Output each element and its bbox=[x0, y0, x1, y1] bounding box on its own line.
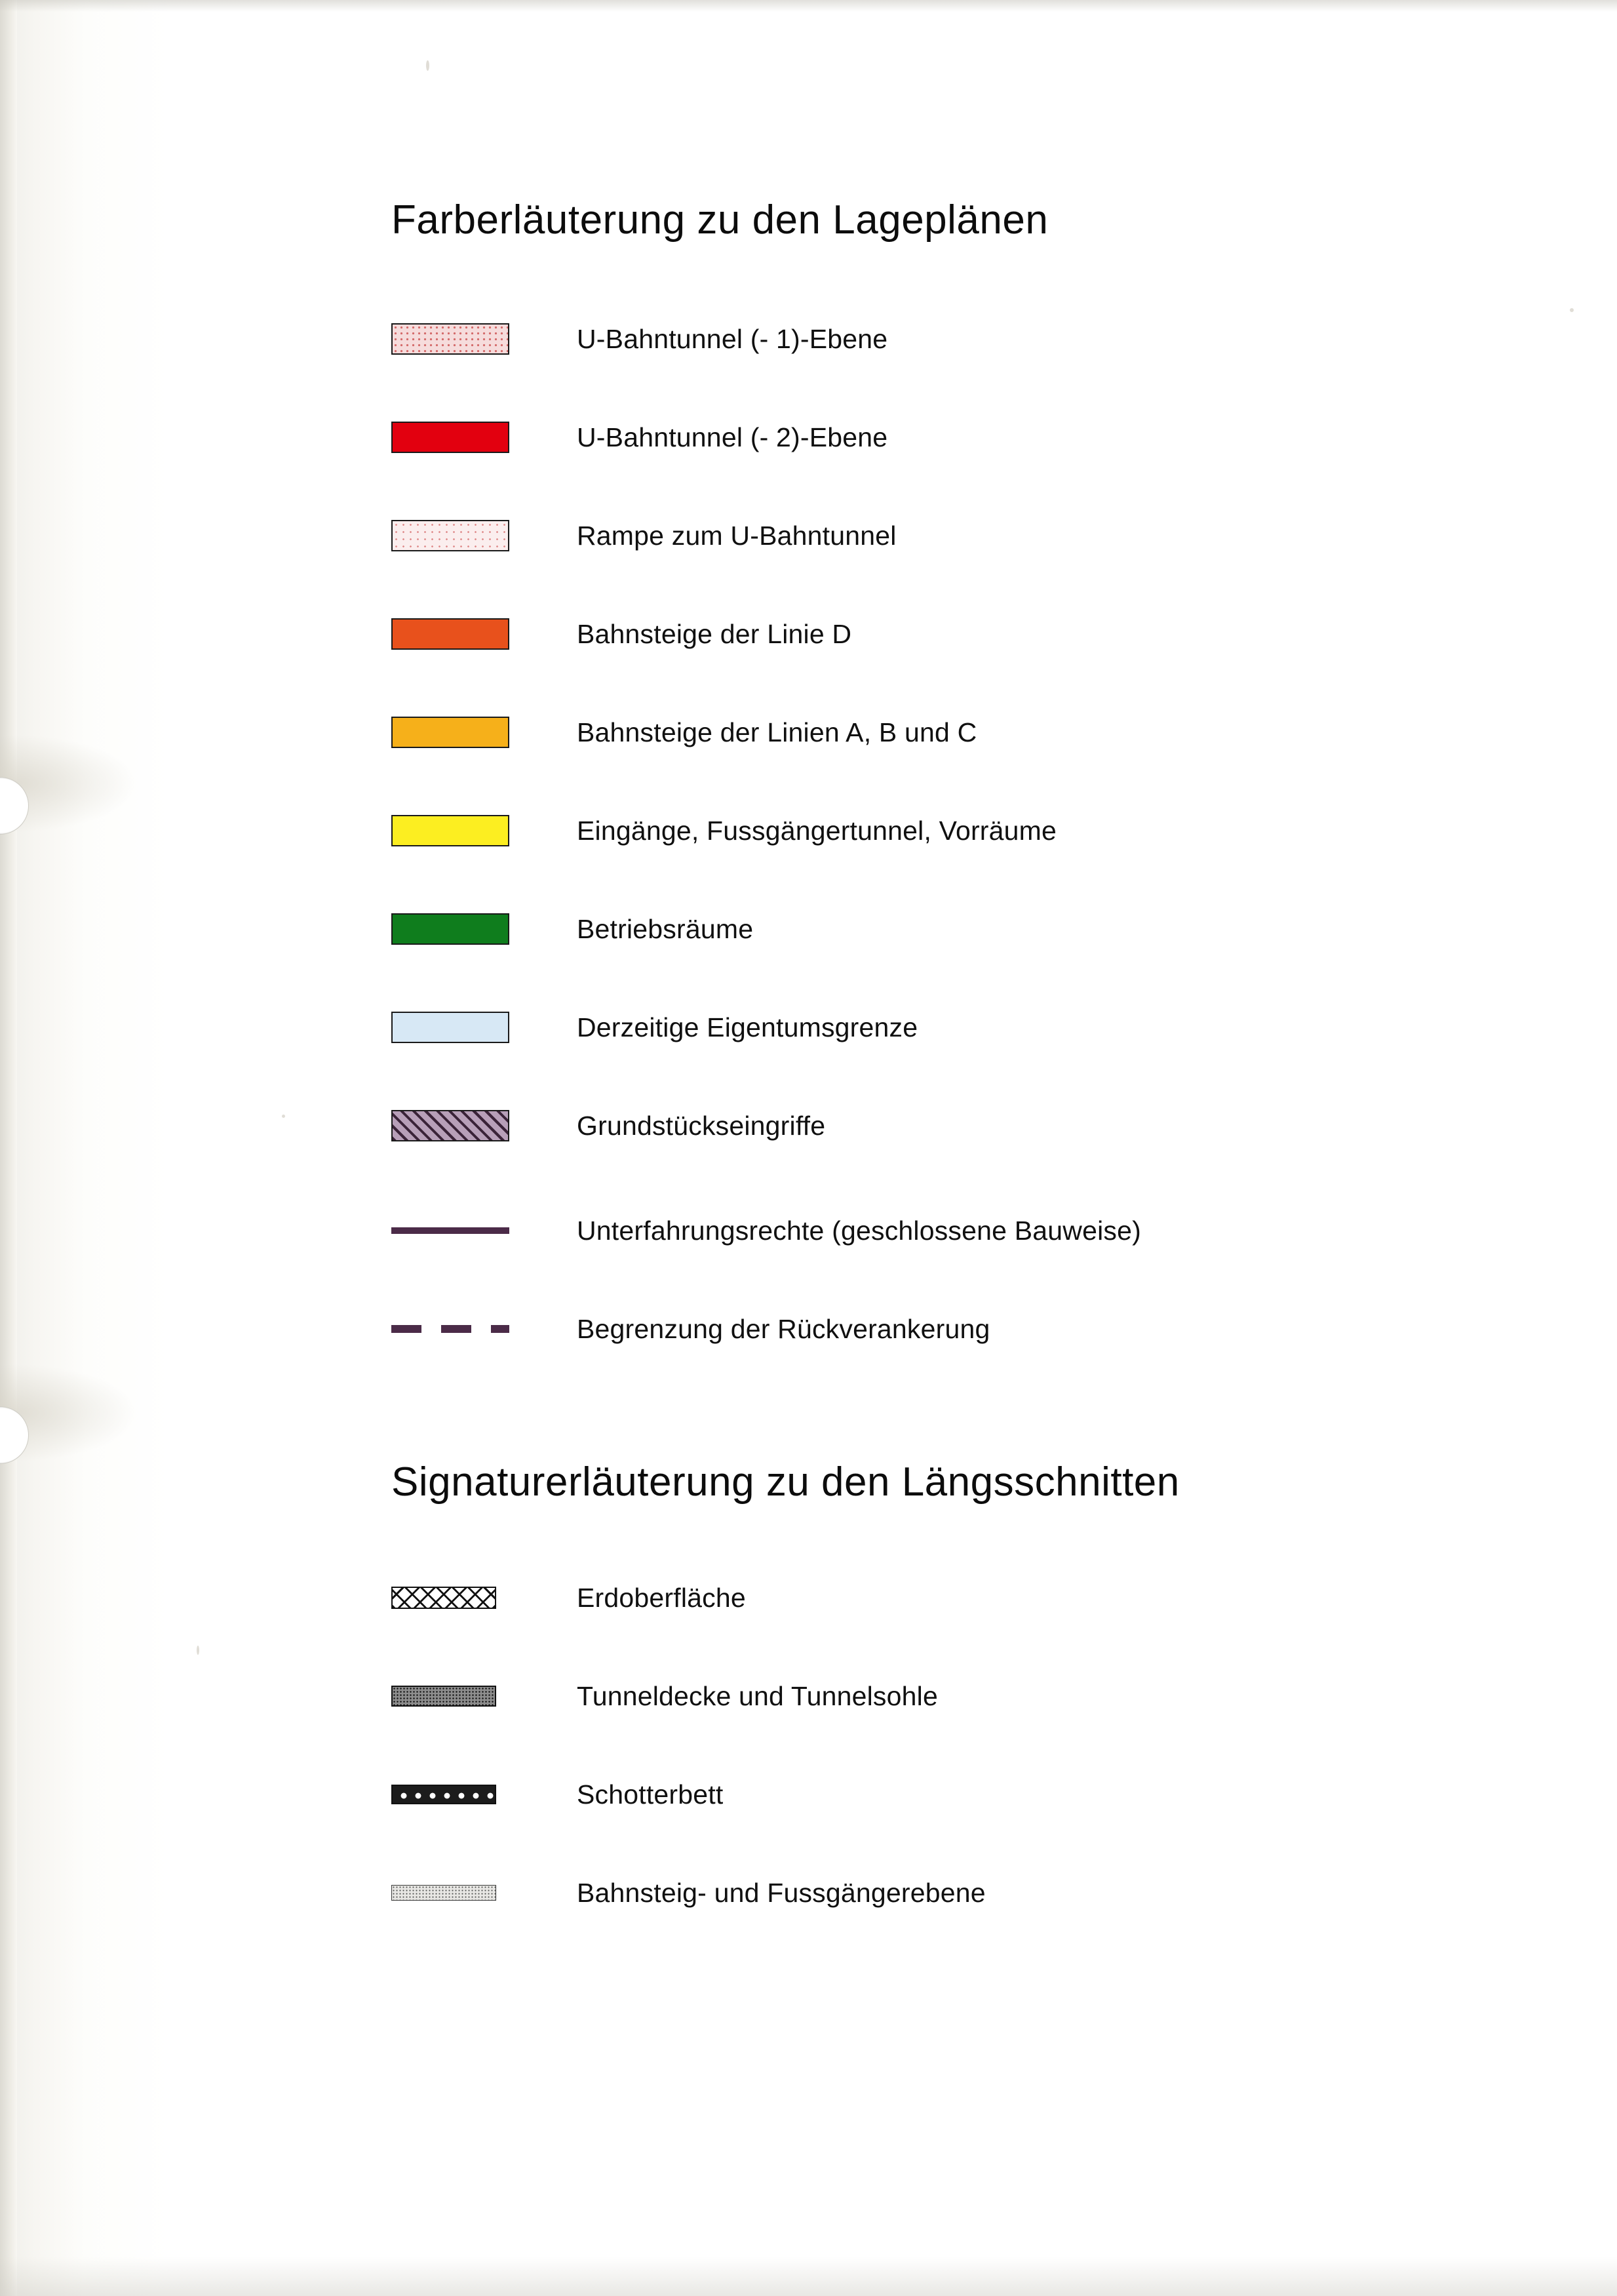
swatch-bahnsteige-linie-d bbox=[391, 618, 522, 650]
legend-label: Betriebsräume bbox=[577, 913, 754, 944]
legend-label: Unterfahrungsrechte (geschlossene Bauweise) bbox=[577, 1215, 1141, 1246]
swatch-derzeitige-eigentumsgrenze bbox=[391, 1012, 522, 1043]
legend-label: Schotterbett bbox=[577, 1779, 724, 1810]
legend-item bbox=[391, 810, 1057, 852]
legend-item bbox=[391, 711, 977, 753]
swatch-tunneldecke-und-tunnelsohle bbox=[391, 1686, 522, 1707]
legend-label: Rampe zum U-Bahntunnel bbox=[577, 520, 897, 551]
swatch-eingaenge-fussgaengertunnel-vorraeume bbox=[391, 815, 522, 846]
swatch-grundstueckseingriffe bbox=[391, 1110, 522, 1141]
legend-label: Bahnsteige der Linie D bbox=[577, 618, 852, 649]
legend-label: U-Bahntunnel (- 1)-Ebene bbox=[577, 323, 888, 354]
swatch-erdoberflaeche bbox=[391, 1587, 522, 1609]
legend-label: Tunneldecke und Tunnelsohle bbox=[577, 1680, 938, 1711]
legend-item bbox=[391, 318, 887, 360]
section-title-farberlaeuterung: Farberläuterung zu den Lageplänen bbox=[391, 197, 1049, 243]
legend-label: Erdoberfläche bbox=[577, 1582, 746, 1613]
swatch-rampe-zum-u-bahntunnel bbox=[391, 520, 522, 551]
legend-label: Grundstückseingriffe bbox=[577, 1110, 826, 1141]
swatch-bahnsteig-und-fussgaengerebene bbox=[391, 1885, 522, 1901]
legend-label: U-Bahntunnel (- 2)-Ebene bbox=[577, 422, 888, 452]
legend-label: Bahnsteig- und Fussgängerebene bbox=[577, 1877, 986, 1908]
legend-item bbox=[391, 1872, 986, 1914]
legend-item bbox=[391, 1773, 723, 1815]
swatch-schotterbett bbox=[391, 1785, 522, 1804]
legend-item bbox=[391, 1308, 990, 1350]
legend-label: Derzeitige Eigentumsgrenze bbox=[577, 1012, 918, 1042]
legend-item bbox=[391, 515, 897, 557]
legend-item bbox=[391, 1675, 938, 1717]
legend-label: Bahnsteige der Linien A, B und C bbox=[577, 717, 977, 747]
legend-item bbox=[391, 613, 851, 655]
legend-item bbox=[391, 1577, 746, 1619]
legend-label: Eingänge, Fussgängertunnel, Vorräume bbox=[577, 815, 1057, 846]
swatch-u-bahntunnel-2-ebene bbox=[391, 422, 522, 453]
swatch-begrenzung-rueckverankerung bbox=[391, 1325, 522, 1333]
legend-label: Begrenzung der Rückverankerung bbox=[577, 1313, 990, 1344]
legend-item bbox=[391, 908, 753, 950]
swatch-bahnsteige-linien-abc bbox=[391, 717, 522, 748]
legend-item bbox=[391, 1006, 918, 1048]
legend-item bbox=[391, 1105, 825, 1147]
swatch-u-bahntunnel-1-ebene bbox=[391, 323, 522, 355]
section-title-signaturerlaeuterung: Signaturerläuterung zu den Längsschnitten bbox=[391, 1459, 1180, 1505]
legend-item bbox=[391, 1210, 1141, 1252]
legend-item bbox=[391, 416, 887, 458]
swatch-betriebsraeume bbox=[391, 913, 522, 945]
swatch-unterfahrungsrechte bbox=[391, 1227, 522, 1234]
